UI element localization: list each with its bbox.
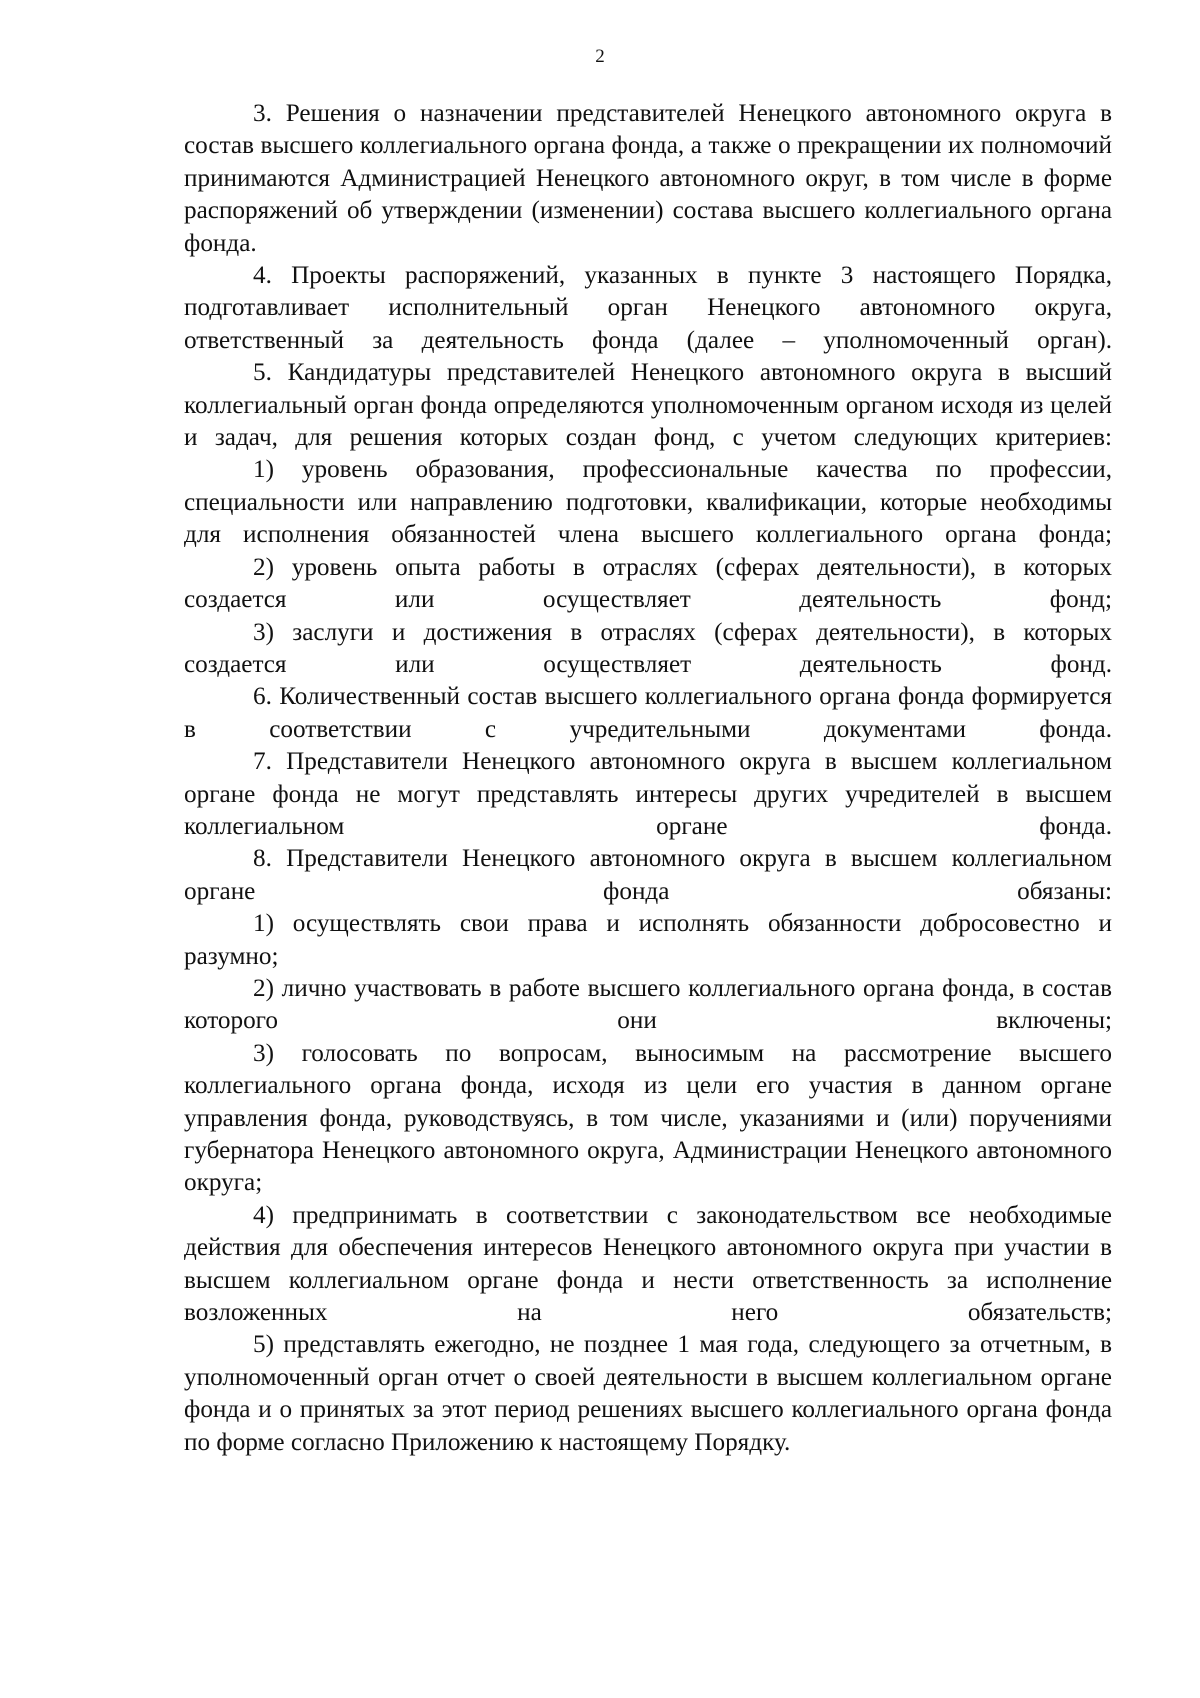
page-number: 2 — [595, 46, 605, 67]
criterion-1: 1) уровень образования, профессиональные качества по профессии, специальности или направлению подготовки, квалификации, которые необходимы для исполнения обязанностей члена высшего коллегиального органа фонда; — [184, 456, 1112, 549]
document-body — [184, 98, 1112, 1459]
paragraph-6: 6. Количественный состав высшего коллегиального органа фонда формируется в соответствии с учредительными документами фонда. — [184, 683, 1112, 743]
duty-5: 5) представлять ежегодно, не позднее 1 мая года, следующего за отчетным, в уполномоченный орган отчет о своей деятельности в высшем коллегиальном органе фонда и о принятых за этот период решениях высшего коллегиального органа фонда по форме согласно Приложению к настоящему Порядку. — [184, 1331, 1112, 1456]
paragraph-7: 7. Представители Ненецкого автономного округа в высшем коллегиальном органе фонда не могут представлять интересы других учредителей в высшем коллегиальном органе фонда. — [184, 748, 1112, 840]
duty-3: 3) голосовать по вопросам, выносимым на рассмотрение высшего коллегиального органа фонда, исходя из цели его участия в данном органе управления фонда, руководствуясь, в том числе, указаниями и (или) поручениями губернатора Ненецкого автономного округа, Администрации Ненецкого автономного округа; — [184, 1039, 1112, 1197]
duty-2: 2) лично участвовать в работе высшего коллегиального органа фонда, в состав которого они включены; — [184, 974, 1112, 1035]
criterion-2: 2) уровень опыта работы в отраслях (сферах деятельности), в которых создается или осуществляет деятельность фонд; — [184, 553, 1112, 614]
paragraph-3: 3. Решения о назначении представителей Ненецкого автономного округа в состав высшего коллегиального органа фонда, а также о прекращении их полномочий принимаются Администрацией Ненецкого автономного округ, в том числе в форме распоряжений об утверждении (изменении) состава высшего коллегиального органа фонда. — [184, 100, 1112, 257]
paragraph-5: 5. Кандидатуры представителей Ненецкого автономного округа в высший коллегиальный орган фонда определяются уполномоченным органом исходя из целей и задач, для решения которых создан фонд, с учетом следующих критериев: — [184, 359, 1112, 452]
duty-4: 4) предпринимать в соответствии с законодательством все необходимые действия для обеспечения интересов Ненецкого автономного округа при участии в высшем коллегиальном органе фонда и нести ответственность за исполнение возложенных на него обязательств; — [184, 1201, 1112, 1327]
criterion-3: 3) заслуги и достижения в отраслях (сферах деятельности), в которых создается или осуществляет деятельность фонд. — [184, 618, 1112, 678]
duty-1: 1) осуществлять свои права и исполнять обязанности добросовестно и разумно; — [184, 910, 1112, 970]
paragraph-8: 8. Представители Ненецкого автономного округа в высшем коллегиальном органе фонда обязаны: — [184, 845, 1112, 905]
paragraph-4: 4. Проекты распоряжений, указанных в пункте 3 настоящего Порядка, подготавливает исполнительный орган Ненецкого автономного округа, ответственный за деятельность фонда (далее – уполномоченный орган). — [184, 262, 1112, 354]
